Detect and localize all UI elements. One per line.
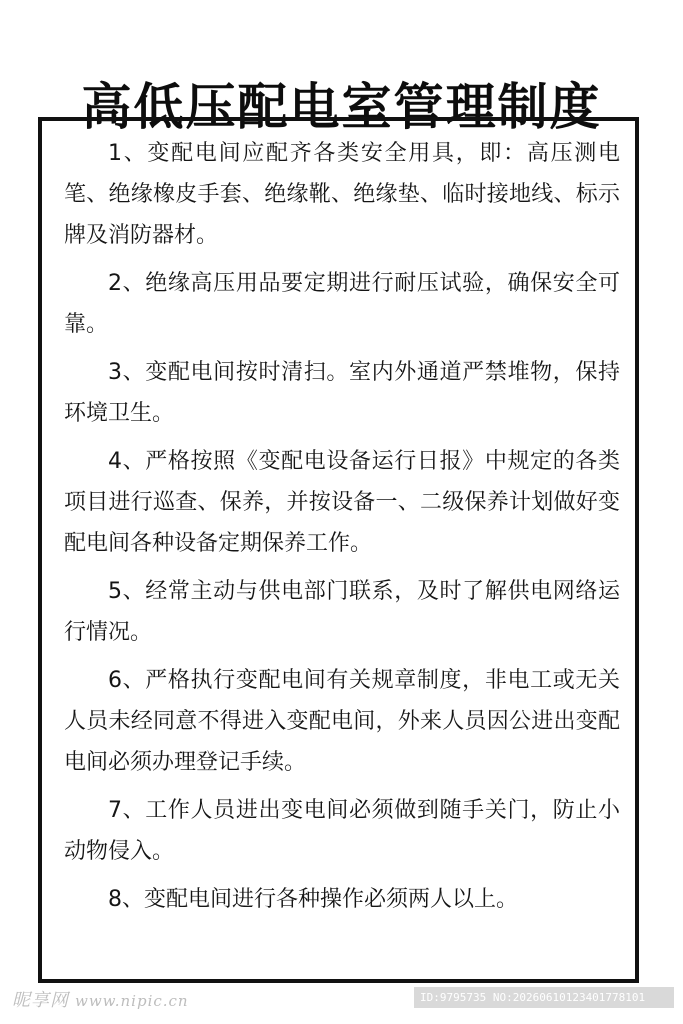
page-title: 高低压配电室管理制度 xyxy=(81,77,602,136)
rule-item-8: 8、变配电间进行各种操作必须两人以上。 xyxy=(108,887,518,912)
rule-item-6: 6、严格执行变配电间有关规章制度，非电工或无关人员未经同意不得进入变配电间，外来人员因公进出变配电间必须办理登记手续。 xyxy=(64,668,620,775)
rule-item-2: 2、绝缘高压用品要定期进行耐压试验，确保安全可靠。 xyxy=(64,271,620,337)
watermark-logo xyxy=(12,986,189,1012)
image-id-strip: ID:9795735 NO:20260610123401778101 xyxy=(414,987,674,1008)
rule-item-1: 1、变配电间应配齐各类安全用具，即：高压测电笔、绝缘橡皮手套、绝缘靴、绝缘垫、临时接地线、标示牌及消防器材。 xyxy=(64,141,620,248)
rule-item-3: 3、变配电间按时清扫。室内外通道严禁堆物，保持环境卫生。 xyxy=(64,360,620,426)
watermark-url: www.nipic.cn xyxy=(75,992,189,1010)
rule-item-4: 4、严格按照《变配电设备运行日报》中规定的各类项目进行巡查、保养，并按设备一、二级保养计划做好变配电间各种设备定期保养工作。 xyxy=(64,449,620,556)
watermark-brand: 昵享网 xyxy=(12,990,69,1011)
rule-item-7: 7、工作人员进出变电间必须做到随手关门，防止小动物侵入。 xyxy=(64,798,620,864)
rules-list xyxy=(64,133,620,927)
rule-item-5: 5、经常主动与供电部门联系，及时了解供电网络运行情况。 xyxy=(64,579,620,645)
